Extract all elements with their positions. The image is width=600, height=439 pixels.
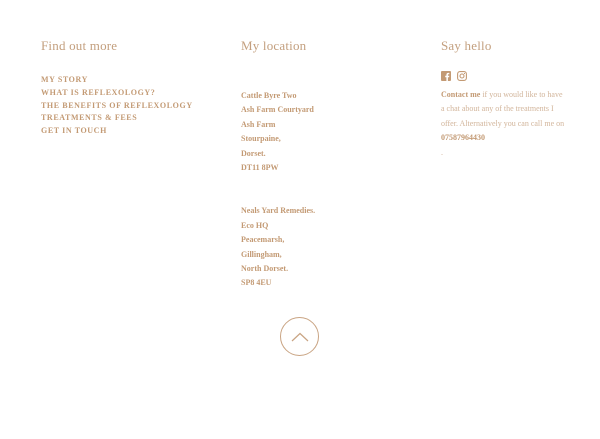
phone-number[interactable]: 07587964430 [441,133,485,143]
nav-what-is-reflexology[interactable]: WHAT IS REFLEXOLOGY? [41,87,156,97]
address-line: Neals Yard Remedies. [241,206,316,216]
chevron-up-icon [291,332,309,342]
address-ash-farm [241,89,401,175]
contact-me-link[interactable]: Contact me [441,90,481,99]
address-line: Stourpaine, [241,134,281,144]
nav-get-in-touch[interactable]: GET IN TOUCH [41,126,107,136]
instagram-icon[interactable] [457,68,467,78]
my-location-heading: My location [241,38,307,53]
say-hello-section [441,38,566,160]
address-line: Ash Farm [241,119,276,129]
facebook-icon[interactable] [441,68,451,78]
footer-nav [41,74,201,138]
address-line: Cattle Byre Two [241,91,297,100]
address-line: Ash Farm Courtyard [241,105,314,115]
nav-my-story[interactable]: MY STORY [41,75,88,84]
nav-benefits[interactable]: THE BENEFITS OF REFLEXOLOGY [41,100,193,110]
say-hello-heading: Say hello [441,38,492,53]
address-line: DT11 8PW [241,163,279,173]
address-line: North Dorset. [241,264,289,274]
contact-text: if you would like to have a chat about any of the treatments I offer. Alternatively you can call me on [441,90,565,128]
back-to-top-button[interactable] [280,317,319,356]
address-line: Peacemarsh, [241,235,285,245]
address-neals-yard [241,204,401,290]
contact-trailing: . [441,147,443,157]
address-line: Eco HQ [241,220,269,230]
find-out-more-heading: Find out more [41,38,118,53]
nav-treatments-fees[interactable]: TREATMENTS & FEES [41,113,138,123]
social-links [441,68,566,78]
contact-paragraph [441,88,566,160]
address-line: SP8 4EU [241,278,272,288]
address-line: Gillingham, [241,249,282,259]
address-line: Dorset. [241,148,266,158]
find-out-more-section [41,38,201,138]
my-location-section [241,38,401,291]
